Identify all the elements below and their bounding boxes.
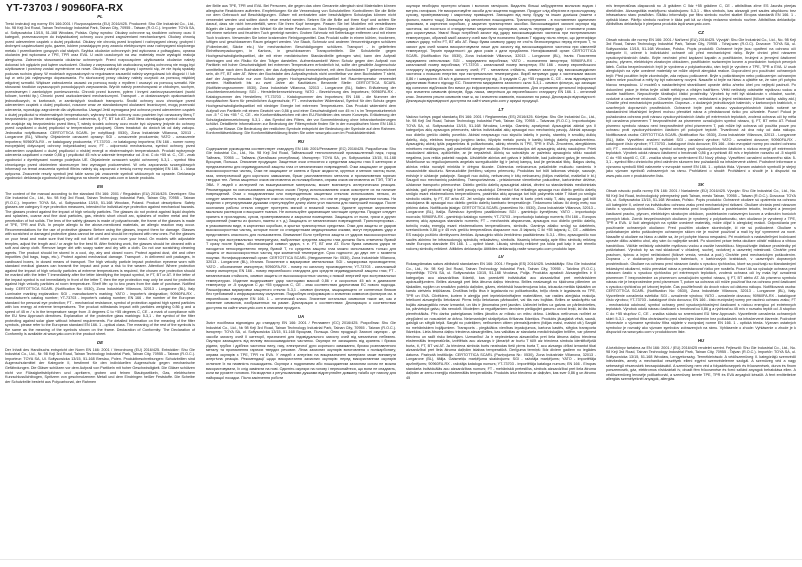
section-text-lv: Rokasgrāmatas saturs atbilstoši standartam EN 166: 2001 / Regula (ES) 2016/425. Izstrādātājs: Shu Gie Industrial Co., Ltd., Nr. 98 Keji 3rd Road, Tainan Technology Industrial Park, Tainan City, 70955 - Taivāna (R.O.C.). Importētājs: TOYA SA, ul. Sołtysowicka 13/15, 51-168 Vroclava, Polija. Produkta apraksti: Aizsargbrilles ir II kategorijas acu aizsardzības līdzekļi, kas paredzēti individuālai acu aizsardzībai pret mehāniskiem apdraudējumiem. Brilles aizsargā pret liela ātruma daļiņu triecienu. Brilles neaizsargā no šķidruma pilieniem un šļakatām, rupjām un smalkām putekļu daļiņām, gāzes, elektriskā īssavienojuma loka, izkusuša metāla šļakatām un karstu cietvielu iekļūšanas. Drošības briļļu lēca ir izgatavota no polikarbonāta, briļļu rāmis ir izgatavots no TPE, TPR un EVA. Cilvēkiem, kuriem ir alerģija pret iepriekšminētajiem materiāliem, var rasties alerģiska reakcija. Ieteikumi aizsargbriļļu lietošanai: Pirms briļļu lietošanas pārbaudiet, vai tās nav bojātas. Brilles ar saskrāpētu vai bojātu aizsargstiklu nevar izmantot, un tās ir jānomaina pret jaunām. Uzlieciet brilles uz galvas un pārliecinieties, ka, pārvietojot galvu, tās nenokrīt. Modeļiem ar regulējamiem deniņiem pielāgojiet garumu un/vai leņķi, lai tās būtu piemērotākās. Pēc darba pabeigšanas brilles jānotīra ar mīkstu un mitru drānu. Lielākus netīrumus notīriet ar ziepjūdeni un nosusiniet ar drānu. Neizmantojiet skrāpējošus tīrīšanas līdzekļus. Produkts jāuzglabā vēsā, sausā, gaisīgā un slēgtā telpā. Sargāt no putekļiem, netīrumiem citiem piemaisījumiem (folijas maisi, maisiņi utt.) Sargāt no mehāniskiem bojājumiem. Transports - piegādātos vienības iepakojumos, kartona kastēs, slēgtos transporta līdzekļos. Liela ātruma daļiņu trieciena aizsargbrilles, kas valkātas ar standarta medicīniskajām brillēm, var pārnest triecienu un radīt risku lietotājam. Uzmanību! Ja ir nepieciešama aizsardzība pret liela ātruma daļiņu trieciena ekstremālās temperatūrās, izvēlētais acu aizsargs ir jāmarķē ar burtu T tūlīt aiz trieciena simbola identificējošā burta, ti, FT, BT vai AT. Ja trieciena simbola burts neatrodas tieši pirms burta T, acu aizsargu drīkst izmantot tikai aizsardzībai pret liela ātruma daļiņām istabas temperatūrā. Derīguma termiņš: līdz diviem gadiem no iegādes datuma. Paziņotā institūcija: CERTOTTICA SCARL (Paziņojuma Nr.: 0530), Zona Industriale Villanova, 32013 - Longarone (BL), Itālija. Gaismekļu marķējuma skaidrojums: SGI - ražotāja marķējums; YATO - importētāja apzīmējums; 90960FA-RX - ražotāja kataloga numurs; YT-73703 - importētāja kataloga numurs; EN 166 - Eiropas standarta individuālās acu aizsardzības numurs; FT - mehāniskā pretestība, simbols aizsardzībai pret liela ātruma daļiņām ar zemu enerģiju ekstremālās temperatūrās. Produkts iztur triecienu ar daļiņām, kas sver 0,86 g un ātrumu 45 xyxy=(406,262,596,380)
section-text-hu: A kézikönyv tartalma az EN 166: 2001 / (EU) 2016/425 rendelet szerint. Fejlesztő: Shu Gie Industrial Co., Ltd., No. 98 Keji 3rd Road, Tainan Technology Industrial Park, Tainan City, 70955 - Tajvan (R.O.C.). Importőr: TOYA SA, ul. Sołtysowicka 13/15, 51-168 Wrocław, Lengyelország. Termékleírások: A védőszemüveg II. kategóriájú szemvédő intézkedés, amely a mechanikai veszélyek elleni egyéni szemvédelemre szolgál. A szemüveg véd a nagy sebességű részecskék becsapódásától. A szemüveg nem véd a folyadékcseppek és fröccsenések, durva és finom porszemcsék, gáz, elektromos rövidzárlati ív, olvadt fém fröccsenése és forró szilárd anyagok behatolása ellen. A védőszemüveg lencséje polikarbonát, a szemüveg kerete TPE, TPR és EVA anyagból készült. A fent említettekre allergiás személyeknél anyagok, allergiás xyxy=(606,345,796,382)
column-3 xyxy=(406,4,596,544)
section-text-pl: Treść instrukcji wg normy EN 166:2001 / Rozporządzenia (EU) 2016/425. Producent: Shu Gie Industrial Co., Ltd., No. 98 Keji 3rd Road, Tainan Technology Industrial Park, Tainan City, 70955 - Taiwan (R.O.C.). Importer: TOYA SA, ul. Sołtysowicka 13/15, 51-168 Wrocław, Polska. Opisy wyrobu: Okulary ochronne są środkiem ochrony oczu II kategorii, przeznaczonym do indywidualnej ochrony oczu przed zagrożeniami mechanicznymi. Okulary chronią przed uderzeniem cząstek o dużej prędkości. Okulary nie chronią przed kroplami i rozbryzgami cieczy, grubymi i drobnymi cząsteczkami pyłu, gazem, łukiem powstającym przy zwarciu elektrycznym oraz rozbryzgami stopionego metalu i przenikaniem gorących ciał stałych. Szybka okularów ochronnych jest wykonana z poliwęglanu, oprawa okularów jest wykonana z TPE, TPR oraz EVA. U osób uczulonych na ww. materiały może wystąpić reakcja alergiczna. Zalecenia stosowania okularów ochronnych: Przed rozpoczęciem użytkowania okularów należy dokonać ich oględzin pod kątem uszkodzeń. Okulary z zarysowaną lub uszkodzoną szybką ochronną nie mogą być użytkowane i powinny zostać wymienione na nowe. Okulary założyć na głowę i upewnić się, że nie będą spadały podczas ruchów głowy. W modelach wyposażonych w regulowane zauszniki należy wyregulować ich długość i / lub kąt w celu jak najlepszego dopasowania. Po skończonej pracy okulary należy oczyścić za pomocą miękkiej wilgotnej szmatki. Większe zabrudzenia usuwać za pomocą wody z mydłem i osuszyć za pomocą szmatki. Nie stosować środków czyszczących powodujących zarysowania. Wyrób należy przechowywać w chłodnym, suchym, przewiewnym i zamkniętym pomieszczeniu. Chronić przed kurzem, pyłem i innymi zanieczyszczeniami (worki foliowe, torebki itp.) Chronić przed uszkodzeniami mechanicznymi. Transport - w dostarczanych opakowaniach jednostkowych, w kartonach, w zamkniętych środkach transportu. Środki ochrony oczu chroniące przed uderzeniem cząstek o dużej prędkości, noszone wraz ze standardowymi okularami leczniczymi, mogą przenosić uderzenia, wywołując zagrożenie dla użytkownika. Uwaga! Jeśli wymagana jest ochrona przed uderzeniem cząstek o dużej prędkości w ekstremalnych temperaturach, wybrany środek ochrony oczu powinien być oznaczony literą T bezpośrednio po literze określającej symbol uderzenia, tj. FT, BT lub AT. Jeśli litera określająca symbol uderzenia nie znajduje się bezpośrednio przed literą T, wtedy środek ochrony oczu może być używany jedynie do ochrony przed cząstkami o dużej prędkości w temperaturze pokojowej. Okres trwałości: do dwóch lat od daty zakupu. Jednostka notyfikowana: CERTOTTICA SCARL (nr notyfikacji: 0530), Zona Industriale Villanova, 32013 - Longarone (BL), Włochy. Objaśnienie oznaczeń oprawy: SGI - oznaczenie producenta; YATO - oznaczenie importera; 90960FA-RX - nr katalogowy producenta; YT-73703 - nr katalogowy importera; EN 166 - numer normy europejskiej dotyczącej ochrony indywidualnej oczu; FT - odporność mechaniczna, symbol ochrony przed uderzeniem cząstkami o dużej prędkości o niskiej energii w ekstremalnych temperaturach. Produkt wytrzymuje uderzenia cząstkami o masie 0,86 g i prędkości 45 m/s w zakresie temperatur od -5 st. C do +55 st. C., CE - znak zgodności z dyrektywami nowego podejścia UE. Objaśnienie oznaczeń szybki ochronnej: 5-3,1 - symbol filtra chroniącego przed olśnieniem słonecznym bez wymagań podczerwieni. W celu zapoznania szczegółowych informacji na temat znaczenia symboli filtrów należy się zapoznać z treścią normy europejskiej EN 166. 1 - klasa optyczna. Znaczenie reszty symboli jest takie samo jak znaczenie symboli widocznych na oprawie. Deklaracja zgodności: deklaracja zgodności jest dostępna na stronie www.yato.com w karcie produktu. xyxy=(5,21,195,181)
section-heading-pl: PL xyxy=(97,14,103,19)
section-text-en: The content of the manual according to the standard EN 166: 2001 / Regulation (EU) 2016/425. Developer: Shu Gie Industrial Co., Ltd., No. 98 Keji 3rd Road, Tainan Technology Industrial Park, Tainan City, 70955 - Taiwan (R.O.C.). Importer: TOYA SA, ul. Sołtysowicka 13/15, 51-168 Wrocław, Poland. Product descriptions: Safety glasses are category II eye protection measures, intended for individual eye protection against mechanical hazards. The glasses protect against the impact of high velocity particles. The glasses do not protect against liquid droplets and splashes, coarse and fine dust particles, gas, electric short circuit arc, splashes of molten metal and the penetration of hot solids. The lens of the safety glasses is made of polycarbonate, the frame of the glasses is made of TPE, TPR and EVA. In people allergic to the above-mentioned materials, an allergic reaction may occur. Recommendations for the use of protective glasses: Before using the glasses, inspect them for damage. Glasses with scratched or damaged protective glass cannot be used and should be replaced with new ones. Put the glasses on your head and make sure that they will not fall off when you move your head. On models with adjustable temples, adjust the length and / or angle for the best fit. After finishing work, the glasses should be cleaned with a soft and damp cloth. Remove larger dirt with soapy water and dry with a cloth. Do not use scratching cleaning agents. The product should be stored in a cool, dry, airy and closed room. Protect against dust, dirt and other impurities (foil bags, bags, etc.). Protect against mechanical damage. Transport - in delivered unit packages, in cardboard boxes, in closed means of transport. The high velocity particle impact protection eyewear worn with standard medical glasses can transmit the impact and pose a risk to the wearer. Attention! Where protection against the impact of high velocity particles at extreme temperatures is required, the chosen eye protection should be marked with the letter T immediately after the letter identifying the impact symbol, ie FT, BT or AT. If the letter of the impact symbol is not immediately in front of the letter T, then the eye protection may only be used for protection against high velocity particles at room temperature. Shelf life: up to two years from the date of purchase. Notified body: CERTOTTICA SCARL (Notification No: 0530), Zona Industriale Villanova, 32013 - Longarone (BL), Italy Luminaire marking explanation: SGI - manufacturer's marking; YATO - importer's designation; 90960FA-RX - manufacturer's catalog number; YT-73703 - importer's catalog number; EN 166 - the number of the European standard for personal eye protection; FT - mechanical resistance, symbol of protection against high speed particles with low energy at extreme temperatures. The product withstands impact with particles weighing 0.86 g and a speed of 45 m / s in the temperature range from -5 degrees C to +55 degrees C, CE - a mark of compliance with the EU New Approach directives. Explanation of the protective glass markings: 5-3,1 - the symbol of the filter protecting against solar glare without infrared requirements. For detailed information on the meaning of the filter symbols, please refer to the European standard EN 166. 1 - optical class. The meaning of the rest of the symbols is the same as the meaning of the symbols shown on the frame. Declaration of Conformity: The Declaration of Conformity is available at www.yato.com in the product sheet. xyxy=(5,191,195,337)
section-heading-de: DE xyxy=(97,340,103,346)
document-title: YT-73703 / 90960FA-RX xyxy=(6,2,124,14)
section-heading-cz: CZ xyxy=(698,29,704,35)
column-4 xyxy=(606,4,796,544)
section-heading-ua: UA xyxy=(297,313,305,319)
page-bottom-divider xyxy=(0,559,802,560)
section-text-de-continued: der Brille aus TPE, TPR und EVA. Bei Personen, die gegen das oben Genannte allergisch sind Materialien können allergische Reaktionen auftreten. Empfehlungen für die Verwendung von Schutzbrillen: Kontrollieren Sie die Brille vor dem Gebrauch auf Beschädigungen. Gläser mit zerkratzten oder beschädigtem Schutzglas können nicht verwendet werden und sollten durch neue ersetzt werden. Setzen Sie die Brille auf Ihren Kopf und achten Sie darauf, dass sie nicht herunterfällt, wenn Sie Ihren Kopf bewegen. Passen Sie bei Modellen mit verstellbaren Bügeln die Länge und/oder den Winkel für die beste Passform an. Nach Beendigung der Arbeit sollten die Gläser mit einem weichen und feuchten Tuch gereinigt werden. Groben Schmutz mit Seifenlauge entfernen und mit einem Tuch trocknen. Verwenden Sie keine kratzenden Reinigungsmittel. Das Produkt sollte in einem kühlen, trockenen, luftigen und geschlossenen Raum gelagert werden. Vor Staub, Schmutz und anderen Verunreinigungen schützen (Folienbeutel, Säcke etc.) Vor mechanischen Beschädigungen schützen. Transport - in gelieferten Einheitsverpackungen, in Kartons, in geschlossenen Transportmitteln. Die Schutzbrille gegen Hochgeschwindigkeitspartikel, die mit einer medizinischen Standardbrille getragen wird, kann den Aufprall übertragen und ein Risiko für den Träger darstellen. Aufmerksamkeit! Wenn Schutz gegen den Aufprall von Partikeln mit hoher Geschwindigkeit bei extremen Temperaturen erforderlich ist, sollte der gewählte Augenschutz unmittelbar nach dem Buchstaben, der das Aufprallsymbol kennzeichnet, mit dem Buchstaben T gekennzeichnet sein, dh FT, BT oder AT. Wenn der Buchstabe des Aufprallsymbols nicht unmittelbar vor dem Buchstaben T steht, darf der Augenschutz nur zum Schutz gegen Hochgeschwindigkeitspartikel bei Raumtemperatur verwendet werden. Haltbarkeit: bis zu zwei Jahre ab Kaufdatum. Benannte Stelle: CERTOTTICA SCARL (Notifizierungsnummer: 0530), Zona Industriale Villanova, 32013 - Longarone (BL), Italien. Erläuterung der Leuchtenkennzeichnung: SGI - Herstellerkennzeichnung; YATO - Bezeichnung des Importeurs; 90960FA-RX - Katalognummer des Herstellers; YT-73703 - Katalognummer des Importeurs; EN 166 - die Nummer der europäischen Norm für persönlichen Augenschutz; FT - mechanischer Widerstand, Symbol für den Schutz gegen Hochgeschwindigkeitspartikel mit niedriger Energie bei extremen Temperaturen. Das Produkt widersteht dem Aufprall von Partikeln mit einem Gewicht von 0,86 g und einer Geschwindigkeit von 45 m / s im Temperaturbereich von -5 ° C bis +55 ° C, CE - ein Konformitätszeichen mit den EU-Richtlinien des neuen Konzepts. Erläuterung der Schutzglaskennzeichnung: 5-3,1 - das Symbol des Filters, der vor Sonnenblendung ohne Infrarotanforderungen schützt. Detaillierte Informationen zur Bedeutung der Filtersymbole finden Sie in der europäischen Norm EN 166.1 – optische Klasse. Die Bedeutung der restlichen Symbole entspricht der Bedeutung der Symbole auf dem Rahmen. Konformitätserklärung: Die Konformitätserklärung finden Sie unter www.yato.com im Produktdatenblatt. xyxy=(206,4,396,136)
section-text-ua: Зміст посібника відповідно до стандарту EN 166: 2001 / Регламент (ЄС) 2016/425. Розробник: Shu Gie Industrial Co., Ltd., № 98 Keji 3rd Road, Tainan Technology Industrial Park, Tainan City, 70955 - Taiwan (R.O.C.). Імпортер: TOYA SA, ul. Sołtysowicka 13/15, 51-168 Вроцлав, Польща. Опис продукції: Захисні окуляри - це засоби захисту очей II категорії, призначені для індивідуального захисту очей від механічних небезпек. Окуляри захищають від впливу високошвидкісних частинок. Окуляри не захищають від крапель і бризок рідини, грубих і дрібних частинок пилу, газу, електричної дуги короткого замикання, бризок розплавленого металу та проникнення гарячих твердих речовин. Лінза захисних окулярів виготовлена з полікарбонату, оправа окулярів з TPE, TPR та EVA. У людей з алергією на вищезазначені матеріали може виникнути алергічна реакція. Рекомендації щодо використання захисних окулярів: перед використанням окулярів огляньте їх на наявність пошкоджень. Окуляри з подряпаним або пошкодженим захисним склом не можна використовувати, їх слід замінити на нові. Одягніть окуляри на голову і переконайтеся, що вони не спадають, коли ви рухаєте головою. На моделях з регульованими дужками відрегулюйте довжину та/або кут нахилу для найкращої посадки. Після закінчення роботи xyxy=(206,321,396,380)
section-heading-lt: LT xyxy=(498,107,504,113)
section-heading-lv: LV xyxy=(498,254,504,260)
section-text-lv-continued: m/s temperatūras diapazonā no -5 grādiem C līdz +55 grādiem C, CE - atbilstības zīme ES Jaunās pieejas direktīvām. Aizsargstikla marķējumu skaidrojums: 5-3,1 - filtra simbols, kas aizsargā pret saules atspīdumu bez infrasarkano staru prasībām. Sīkāku informāciju par filtru simbolu nozīmi skatiet Eiropas standartā EN 166. 1 - optiskā klase. Pārējo simbolu nozīme ir tāda pati kā uz rāmja redzamo simbolu nozīme. Atbilstības deklarācija: Atbilstības deklarācija ir pieejama produkta lapā www.yato.com. xyxy=(606,4,796,27)
section-heading-hu: HU xyxy=(697,337,705,343)
section-text-lt: Vadovo turinys pagal standartą EN 166: 2001 / Reglamentas (ES) 2016/425. Kūrėjas: Shu Gie Industrial Co., Ltd., Nr. 98 Keji 3rd Road, Tainan Technology Industrial Park, Tainan City, 70955 – Taivanas (R.O.C.). Importuotojas: TOYA SA, ul. Sołtysowicka 13/15, 51-168 Wrocław, Lenkija. Gaminių aprašymai: Apsauginiai akiniai yra II kategorijos akių apsaugos priemonės, skirtos individualiai akių apsaugai nuo mechaninių pavojų. Akiniai apsaugo nuo didelio greičio dalelių poveikio. Akiniai neapsaugo nuo skysčio lašelių ir purslų, stambių ir smulkių dulkių dalelių, dujų, elektros trumpojo jungimo lanko, išlydyto metalo purslų ir karštų kietųjų dalelių prasiskverbimo. Apsauginių akinių lęšis pagamintas iš polikarbonato, akinių rėmelis iš TPE, TPR ir EVA. Žmonėms, alergiškiems minėtoms medžiagoms, gali pasireikšti alerginė reakcija. Rekomendacijos dėl apsauginių akinių naudojimo: Prieš naudodami akinius, apžiūrėkite, ar jie nepažeisti. Akinių su subraižytu ar pažeistu apsauginiu stiklu naudoti negalima, juos reikia pakeisti naujais. Užsidėkite akinius ant galvos ir įsitikinkite, kad judindami galvą jie nenukris. Modeliuose su reguliuojamomis angelais sureguliuokite ilgį ir (arba) kampą, kad jie geriausiai tiktų. Baigus darbą, akinius reikia nuvalyti minkšta ir drėgna šluoste. Didesnius nešvarumus pašalinkite muiluotu vandeniu ir nusausinkite skuduriu. Nenaudokite įbrėžimų valymo priemonių. Produktas turi būti laikomas vėsioje, sausoje, erdvioje ir uždaroje patalpoje. Saugoti nuo dulkių, nešvarumų ir kitų nešvarumų (folijos maišeliai, maišeliai ir kt.) Saugoti nuo mechaninių pažeidimų. Transportavimas - pristatomose vienetinėse pakuotėse, kartoninėse dėžėse, uždarose transporto priemonėse. Didelio greičio dalelių apsauginiai akiniai, dėvimi su standartiniais medicininiais akiniais, gali perduoti smūgį ir kelti pavojų naudotojui. Dėmesio! Kai reikalinga apsauga nuo didelio greičio dalelių smūgio esant ekstremalioms temperatūroms, pasirinkta akių apsauga turi būti pažymėta raide T iškart po smūgio simbolio raidės, ty FT, BT arba AT. Jei smūgio simbolio raidė nėra iš karto prieš raidę T, akių apsauga gali būti naudojama tik apsaugai nuo didelio greičio dalelių kambario temperatūroje. Tinkamumo laikas: iki dvejų metų nuo pirkimo datos. Notifikuota įstaiga: CERTOTTICA SCARL (pranešimo Nr.: 0530), Zona Industriale Villanova, 32013 – Longarone (BL), Italija. Šviestuvo žymėjimo paaiškinimas: SGI - gamintojo žymėjimas; YATO - importuotojo nuoroda; 90960FA-RX - gamintojo katalogo numeris; YT-73703 - importuotojo katalogo numeris; EN 166 – Europos asmenų akių apsaugos standarto numeris; FT – mechaninis atsparumas, apsaugos nuo didelio greičio dalelių, turinčių mažą energiją esant ekstremalioms temperatūroms, simbolis. Gaminys atlaiko smūgį su dalelėmis, sveriančiomis 0,86 g ir 45 m/s greičiu temperatūros diapazone nuo -5 laipsnių C iki +55 laipsnių C, CE – atitikties ES naujojo požiūrio direktyvoms ženklas. Apsauginio stiklo ženklinimo paaiškinimas: 5-3,1 - filtro, apsaugančio nuo saulės akinimo be infraraudonųjų spindulių reikalavimų, simbolis. Išsamią informaciją apie filtro simbolių reikšmę rasite Europos standarte EN 166. 1 – optinė klasė. Likusių simbolių reikšmė yra tokia pati kaip ir ant rėmelio rodomų simbolių reikšmė. Atitikties deklaracija: Atitikties deklaraciją rasite www.yato.com produkto lape. xyxy=(406,114,596,251)
section-text-cz: Obsah návodu dle normy EN 166: 2001 / Nařízení (EU) 2016/425. Vývojář: Shu Gie Industrial Co., Ltd., No. 98 Keji 3rd Road, Tainan Technology Industrial Park, Tainan City, 70955 - Tchaj-wan (R.O.C). Dovozce: TOYA SA, ul. Sołtysowicka 13/15, 51-168 Wrocław, Polsko. Popis produktů: Ochranné brýle jsou opatření na ochranu očí kategorie II, určené k individuální ochraně očí před mechanickými riziky. Brýle chrání před nárazem vysokorychlostních částic. Brýle nechrání před kapkami kapalin a postříkáním, hrubými a jemnými částicemi prachu, plynem, elektrickým zkratovým obloukem, postříkáním roztaveným kovem a pronikáním horkých pevných látek. Čočka bezpečnostních brýlí je vyrobena z polykarbonátu, rám brýlí je vyroben z TPE, TPR a EVA. U osob alergických na výše uvedené materiály se může objevit alergická reakce. Doporučení pro používání ochranných brýlí: Před použitím brýle zkontrolujte, zda nejsou poškozené. Brýle s poškrábaným nebo poškozeným ochranným sklem nelze používat a měly by být nahrazeny novými. Nasaďte si brýle na hlavu a ujistěte se, že vám při pohybu hlavou nespadnou. U modelů s nastavitelnými straničkami upravte délku a/nebo úhel pro nejlepší padnutí. Po dokončení práce je třeba brýle očistit měkkým a vlhkým hadříkem. Větší nečistoty odstraňte mýdlovou vodou a osušte hadříkem. Nepoužívejte škrábající čisticí prostředky. Výrobek by měl být skladován v chladné, suché, vzdušné a uzavřené místnosti. Chraňte před prachem, nečistotami a jinými nečistotami (fóliové sáčky, sáčky atd.) Chraňte před mechanickým poškozením. Doprava - v dodaných jednotkových baleních, v kartonových krabicích, v uzavřených dopravních prostředcích. Ochranné brýle proti nárazu vysokorychlostních částic nošené se standardními lékařskými brýlemi mohou přenášet náraz a představovat riziko pro uživatele. Pozor! Pokud je požadována ochrana proti nárazu vysokorychlostních částic při extrémních teplotách, zvolená ochrana očí by měla být označena písmenem T bezprostředně za písmenem označujícím symbol nárazu, tj. FT, BT nebo AT. Pokud písmeno symbolu nárazu není bezprostředně před písmenem T, pak může být ochrana očí použita pouze pro ochranu proti vysokorychlostním částicím při pokojové teplotě. Trvanlivost: až dva roky od data nákupu. Notifikovaná osoba: CERTOTTICA SCARL (Notification No: 0530), Zona Industriale Villanova, 32013 - Longarone (BL), Itálie. Vysvětlení značení svítidel: SGI - označení výrobce; YATO - označení dovozce; 90960FA-RX - katalogové číslo výrobce; YT-73703 - katalogové číslo dovozce; EN 166 - číslo evropské normy pro osobní ochranu očí; FT - mechanická odolnost, symbol ochrany proti vysokorychlostním částicím s nízkou energií při extrémních teplotách. Výrobek odolá nárazu částicemi o hmotnosti 0,86 g a rychlosti 45 m/s v teplotním rozsahu od -5 stupňů C do +55 stupňů C, CE - značka shody se směrnicemi EU Nový přístup. Vysvětlení označení ochranného skla: 5-3,1 - symbol filtru chránícího před oslněním sluncem bez požadavků na infračervené záření. Podrobné informace o významu symbolů filtrů naleznete v evropské normě EN 166. 1 - optická třída. Význam ostatních symbolů je stejný jako význam symbolů zobrazených na rámu. Prohlášení o shodě: Prohlášení o shodě je k dispozici na www.yato.com v produktovém listu. xyxy=(606,37,796,178)
section-text-de: Der Inhalt des Handbuchs entspricht der Norm EN 166: 2001 / Verordnung (EU) 2016/425. Entwickler: Shu Gie Industrial Co., Ltd., Nr. 98 Keji 3rd Road, Tainan Technology Industrial Park, Tainan City, 70955 – Taiwan (R.O.C.). Importeur: TOYA SA, Ul. Sołtysowicka 13/15, 51-168 Breslau, Polen. Produktbeschreibungen: Schutzbrillen sind Augenschutzmittel der Kategorie II, bestimmt für den individuellen Augenschutz gegen mechanische Gefährdungen. Die Gläser schützen vor dem Aufprall von Partikeln mit hoher Geschwindigkeit. Die Gläser schützen nicht vor Flüssigkeitströpfchen und -spritzern, groben und feinen Staubpartikeln, Gas, elektrischem Kurzschlusslichtbogen, Spritzern von geschmolzenem Metall und dem Eindringen heißer Feststoffe. Die Scheibe der Schutzbrille besteht aus Polycarbonat, der Rahmen xyxy=(5,347,195,384)
column-2 xyxy=(206,4,396,544)
column-1 xyxy=(5,14,195,554)
section-text-ua-continued: окуляри необхідно протерти м'якою і вологою ганчіркою. Видаліть більші забруднення мильною водою і витріть ганчіркою. Не використовуйте засоби для чищення подряпин. Продукт слід зберігати в прохолодному, сухому, провітрюваному і закритому приміщенні. Захищати від пилу, бруду та інших домішок (пакети з фольги, пакети тощо) Захищати від механічних пошкоджень. Транспортування - в поставлених одиничних упаковках, в картонних коробках, у закритих транспортних засобах. Високошвидкісні захисні окуляри від частинок, які носяться зі стандартними медичними окулярами, можуть передавати удар і становити ризик для користувача. Увага! Якщо потрібний захист від удару високошвидкісних частинок при екстремальних температурах, обраний засіб захисту очей має бути позначено буквою T відразу після літери, що ідентифікує символ удару, тобто FT, BT або AT. Якщо буква символу удару не стоїть безпосередньо перед літерою T, то захист для очей можна використовувати лише для захисту від високошвидкісних частинок при кімнатній температурі. Термін придатності: до двох років з дати придбання. Нотифікований орган: CERTOTTICA SCARL (Notification No: 0530), Zona Industriale Villanova, 32013 - Longarone (BL), Італія. Пояснення маркування світильника: SGI - маркування виробника; YATO - позначення імпортера; 90960FA-RX - каталожний номер виробника; YT-73703 - каталожний номер імпортера; EN 166 - номер європейського стандарту індивідуального захисту очей; FT - механічна стійкість, символ захисту від високошвидкісних частинок з низькою енергією при екстремальних температурах. Виріб витримує удар з частинками масою 0,86 г і швидкістю 45 м/с в діапазоні температур від -5 градусів C до +55 градусів C, CE - знак відповідності директивам Нового підходу ЄС. Пояснення маркування захисного скла: 5-3,1 - символ фільтра, що захищає від сонячних відблисків без вимог до інфрачервоного випромінювання. Для отримання детальної інформації про значення символів фільтрів, будь ласка, зверніться до європейського стандарту EN 166. 1 - оптичний клас. Значення решти символів таке ж, як і значення символів, показаних на рамці. Декларація відповідності: Декларація відповідності доступна на сайті www.yato.com у аркуші продукції. xyxy=(406,4,596,104)
section-heading-en: EN xyxy=(97,183,103,189)
section-heading-sk: SK xyxy=(698,181,704,187)
section-text-sk: Obsah návodu podľa normy EN 166: 2001 / Nariadenie (EÚ) 2016/425. Vývojár: Shu Gie Industrial Co., Ltd., No. 98 Keji 3rd Road, technologický priemyselný park Tainan, mesto Tainan, 70955 – Taiwan (R.O.C.). Dovozca: TOYA SA, ul. Sołtysowicka 13/15, 51-168 Wrocław, Poľsko. Popis produktu: Ochranné okuliare sú opatrenia na ochranu očí kategórie II, určené na individuálnu ochranu zraku pred mechanickými rizikami. Okuliare chránia pred nárazom častíc s vysokou rýchlosťou. Okuliare nechránia pred kvapôčkami a postriekaním tekutín, hrubými a jemnými časticami prachu, plynom, elektrickým skratovým oblúkom, postriekaním roztaveným kovom a vniknutím horúcich pevných látok. Zorník bezpečnostných okuliarov je vyrobený z polykarbonátu, rám okuliarov je vyrobený z TPE, TPR a EVA. U ľudí alergických na vyššie uvedené materiály, môže dôjsť k alergickej reakcii. Odporúčania pre používanie ochranných okuliarov: Pred použitím okuliare skontrolujte, či nie sú poškodené. Okuliare s poškriabaným alebo poškodeným ochranným sklom nie je možné používať a mali by byť vymenené za nové. Nasaďte si okuliare na hlavu a uistite sa, že pri pohybe hlavou nespadnú. Pri modeloch s nastaviteľnými bočnicami upravte dĺžku a/alebo uhol, aby vám čo najlepšie sedeli. Po skončení práce treba okuliare očistiť mäkkou a vlhkou handričkou. Väčšie nečistoty odstráňte mydlovou vodou a osušte handričkou. Nepoužívajte čistiace prostriedky pri poškriabaní. Výrobok by sa mal skladovať v chladnej, suchej, vzdušnej a uzavretej miestnosti. Chráňte pred prachom, špinou a inými nečistotami (fóliové vrecia, vrecká a pod.) Chráňte pred mechanickým poškodením. Doprava - v dodávaných jednotkových baleniach, v kartónových krabiciach, v uzavretých dopravných prostriedkoch. Okuliare na ochranu pred nárazom častíc s vysokou rýchlosťou, ktoré sa používajú so štandardnými lekárskymi okuliarmi, môžu prenášať náraz a predstavovať riziko pre nositeľa. Pozor! Ak sa vyžaduje ochrana pred nárazom častíc s vysokou rýchlosťou pri extrémnych teplotách, zvolená ochrana očí by mala byť označená písmenom T bezprostredne za písmenom označujúcim symbol nárazu, tj FT, BT alebo AT. Ak písmeno symbolu nárazu nie je bezprostredne pred písmenom T, potom sa ochrana očí môže používať iba na ochranu pred časticami s vysokou rýchlosťou pri izbovej teplote. Čas použiteľnosti: do dvoch rokov od dátumu nákupu. Notifikovaná osoba: CERTOTTICA SCARL (Notification No: 0530), Zona Industriale Villanova, 32013 - Longarone (BL), Italy. Vysvetlenie označenia svietidla: SGI - označenie výrobcu; YATO - označenie dovozcu; 90960FA-RX - katalógové číslo výrobcu; YT-73703 - katalógové číslo dovozcu; EN 166 - číslo európskej normy pre osobnú ochranu zraku; FT - mechanická odolnosť, symbol ochrany pred vysokorýchlostnými časticami s nízkou energiou pri extrémnych teplotách. Výrobok odolá nárazu časticami s hmotnosťou 0,86 g a rýchlosťou 45 m/s v rozsahu teplôt od -5 stupňov C do +55 stupňov C, CE - značka súladu so smernicami EÚ New Approach. Vysvetlenie označenia ochranných skiel: 5-3,1 - symbol filtra chrániaceho pred slnečným žiarením bez požiadaviek na infračervené žiarenie. Podrobné informácie o význame symbolov filtra nájdete v európskej norme EN 166. 1 - optická trieda. Význam ostatných symbolov je rovnaký ako význam symbolov zobrazených na rámu. Vyhlásenie o zhode: Vyhlásenie o zhode je k dispozícii na www.yato.com v produktovom liste. xyxy=(606,189,796,335)
section-text-ru: Содержание руководства соответствует стандарту EN 166: 2001/Регламент (ЕС) 2016/425. Разработчик: Shu Gie Industrial Co., Ltd., No. 98 Keji 3rd Road, Тайнаньский технологический промышленный парк, город Тайнань, 70955 — Тайвань (Китайская республика). Импортер: TOYA SA, ул. Sołtysowicka 13/15, 51-168 Вроцлав, Польша. Описание продукции: Защитные очки относятся к средствам защиты глаз II категории и предназначены для индивидуальной защиты глаз от механических повреждений. Очки защищают от ударов высокоскоростных частиц. Очки не защищают от капель и брызг жидкости, крупных и мелких частиц пыли, газа, электрической дуги короткого замыкания, брызг расплавленного металла и проникновения горячих твердых тел. Линза защитных очков изготовлена из поликарбоната, оправа очков изготовлена из ТЭП, ТЭП и ЭВА. У людей с аллергией на вышеуказанные материалы, может возникнуть аллергическая реакция. Рекомендации по использованию защитных очков: Перед использованием очков осмотрите их на наличие повреждений. Очки с поцарапанным или поврежденным защитным стеклом использовать нельзя, их следует заменить новыми. Наденьте очки на голову и убедитесь, что они не упадут при движении головы. На моделях с регулируемыми дужками отрегулируйте длину и/или угол наклона для наилучшей посадки. После окончания работы стекла следует протереть мягкой и влажной тканью. Удалите крупные загрязнения мыльным раствором и высушите тканью. Не используйте царапающие чистящие средства. Продукт следует хранить в прохладном, сухом, проветриваемом и закрытом помещении. Защищать от пыли, грязи и других загрязнений (пакеты из фольги, пакеты и т. д.) Защищать от механических повреждений. Транспортировка - в упакованном виде, в картонных коробках, в крытых транспортных средствах. Очки для защиты от ударов высокоскоростных частиц, которые носят со стандартными медицинскими очками, могут передавать удар и представлять опасность для пользователя. Внимание! Если требуется защита от ударов высокоскоростных частиц при экстремальных температурах, выбранные средства защиты глаз должны быть отмечены буквой T сразу после буквы, обозначающей символ удара, т. е. FT, BT или AT. Если буква символа удара не находится непосредственно перед буквой T, то средства защиты глаз можно использовать только для защиты от высокоскоростных частиц при комнатной температуре. Срок годности: до двух лет с момента покупки. Нотифицированный орган: CERTOTTICA SCARL (Уведомление №: 0530), Zona Industriale Villanova, 32013 - Longarone (BL), Италия. Пояснение к маркировке светильника: SGI - маркировка производителя; YATO - обозначение импортера; 90960FA-RX - номер по каталогу производителя; YT-73703 - каталожный номер импортера; EN 166 - номер европейского стандарта для средств индивидуальной защиты глаз; FT - механическая стойкость, символ защиты от высокоскоростных частиц с низкой энергией при экстремальных температурах. Изделие выдерживает удар частицами массой 0,86 г и скоростью 45 м/с в диапазоне температур от -5 градусов С до +55 градусов С, СЕ - знак соответствия директивам ЕС нового подхода. Расшифровка маркировки защитного стекла: 5-3,1 - символ фильтра, защищающего от солнечных бликов без требований к инфракрасному излучению. Подробную информацию о значении символов фильтров см. в европейском стандарте EN 166. 1 – оптический класс. Значение остальных символов такое же, как и значение символов, изображенных на рамке. Декларация о соответствии: Декларация о соответствии доступна на сайте www.yato.com в описании продукта. xyxy=(206,146,396,310)
section-heading-ru: RU xyxy=(297,139,305,145)
